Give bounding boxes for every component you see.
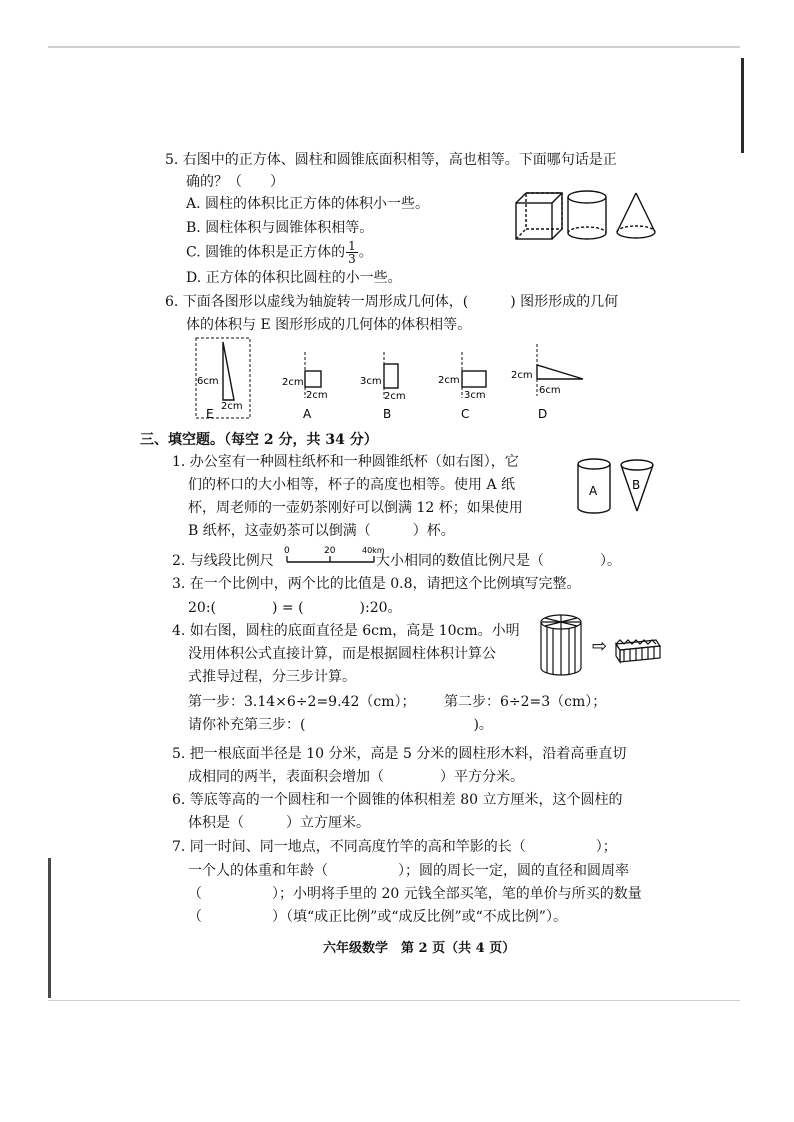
figure-b-bottom-label: 2cm xyxy=(384,391,406,402)
figure-a-label: A xyxy=(303,407,312,421)
cylinder-sectors-figure xyxy=(536,610,666,682)
fraction-one-third xyxy=(346,240,358,265)
figure-a-bottom-label: 2cm xyxy=(306,390,328,401)
f4-step1: 第一步：3.14×6÷2=9.42（cm）； xyxy=(188,694,416,710)
f7-line2: 一个人的体重和年龄（ ）；圆的周长一定，圆的直径和圆周率 xyxy=(188,863,629,879)
figure-b-label: B xyxy=(383,407,392,421)
q5-line1: 5. 右图中的正方体、圆柱和圆锥底面积相等，高也相等。下面哪句话是正 xyxy=(165,152,617,168)
f3-line2: 20:( ) = ( ):20。 xyxy=(188,600,402,616)
figure-e-bottom-label: 2cm xyxy=(221,401,243,412)
line-scale-figure xyxy=(280,543,385,569)
scale-label-20: 20 xyxy=(324,546,336,556)
figure-d-label: D xyxy=(538,407,548,421)
f1-line3: 杯，周老师的一壶奶茶刚好可以倒满 12 杯；如果使用 xyxy=(188,500,523,516)
figure-b xyxy=(360,352,406,421)
figure-e-label: E xyxy=(206,407,214,421)
scan-edge-top xyxy=(48,46,740,48)
f7-line3: （ ）；小明将手里的 20 元钱全部买笔，笔的单价与所买的数量 xyxy=(188,886,642,902)
section-3-heading: 三、填空题。（每空 2 分，共 34 分） xyxy=(140,432,378,448)
scan-edge-left xyxy=(48,858,51,998)
f6-line2: 体积是（ ）立方厘米。 xyxy=(188,815,370,831)
q5-option-c xyxy=(186,240,373,265)
cup-a-label: A xyxy=(589,484,598,498)
f4-line3: 式推导过程，分三步计算。 xyxy=(188,669,356,685)
f7-line1: 7. 同一时间、同一地点，不同高度竹竿的高和竿影的长（ ）； xyxy=(172,839,617,855)
rotation-figures xyxy=(190,332,600,424)
figure-e xyxy=(196,338,250,421)
scan-edge-bottom xyxy=(48,1000,740,1001)
f1-line2: 们的杯口的大小相等，杯子的高度也相等。使用 A 纸 xyxy=(188,477,516,493)
f5-line1: 5. 把一根底面半径是 10 分米，高是 5 分米的圆柱形木料，沿着高垂直切 xyxy=(172,746,627,762)
f4-line2: 没用体积公式直接计算，而是根据圆柱体积计算公 xyxy=(188,646,496,662)
solids-figure xyxy=(510,185,670,243)
cube-figure xyxy=(516,193,562,239)
f2-post: 大小相同的数值比例尺是（ ）。 xyxy=(376,553,621,569)
f7-line4: （ ）（填“成正比例”或“成反比例”或“不成比例”）。 xyxy=(188,909,567,925)
figure-d-bottom-label: 6cm xyxy=(539,385,561,396)
scale-label-0: 0 xyxy=(284,546,290,556)
f2-pre: 2. 与线段比例尺 xyxy=(172,553,274,569)
q5-line2: 确的？（ ） xyxy=(186,174,284,190)
q6-line1: 6. 下面各图形以虚线为轴旋转一周形成几何体，( ) 图形形成的几何 xyxy=(165,294,619,310)
sliced-cylinder xyxy=(541,615,581,675)
figure-e-triangle xyxy=(223,342,234,400)
page-footer: 六年级数学 第 2 页（共 4 页） xyxy=(323,941,516,956)
figure-c-side-label: 2cm xyxy=(438,375,460,386)
figure-b-side-label: 3cm xyxy=(360,376,382,387)
f1-line4: B 纸杯，这壶奶茶可以倒满（ ）杯。 xyxy=(188,523,455,539)
figure-a xyxy=(282,352,328,421)
figure-d xyxy=(511,344,583,421)
f1-line1: 1. 办公室有一种圆柱纸杯和一种圆锥纸杯（如右图），它 xyxy=(172,454,519,470)
f4-step2: 第二步：6÷2=3（cm）； xyxy=(444,694,607,710)
f6-line1: 6. 等底等高的一个圆柱和一个圆锥的体积相差 80 立方厘米，这个圆柱的 xyxy=(172,792,623,808)
figure-c xyxy=(438,352,486,421)
fraction-numerator: 1 xyxy=(348,239,356,253)
q5-option-a: A. 圆柱的体积比正方体的体积小一些。 xyxy=(186,196,430,212)
cone-figure xyxy=(617,193,655,238)
transform-arrow-icon: ⇨ xyxy=(592,636,608,657)
figure-e-side-label: 6cm xyxy=(197,376,219,387)
scan-edge-right xyxy=(741,58,744,153)
figure-a-side-label: 2cm xyxy=(282,377,304,388)
figure-d-side-label: 2cm xyxy=(511,370,533,381)
rearranged-cuboid xyxy=(616,640,660,662)
scale-label-40km: 40km xyxy=(362,546,385,555)
paper-cups-figure xyxy=(572,455,660,519)
q5-option-c-end: 。 xyxy=(358,244,373,261)
figure-c-bottom-label: 3cm xyxy=(464,390,486,401)
q5-option-c-text: C. 圆锥的体积是正方体的 xyxy=(186,244,346,261)
f5-line2: 成相同的两半，表面积会增加（ ）平方分米。 xyxy=(188,769,524,785)
cylinder-figure xyxy=(568,191,606,239)
f3-line1: 3. 在一个比例中，两个比的比值是 0.8，请把这个比例填写完整。 xyxy=(172,576,581,592)
f4-line1: 4. 如右图，圆柱的底面直径是 6cm，高是 10cm。小明 xyxy=(172,623,520,639)
q5-option-d: D. 正方体的体积比圆柱的小一些。 xyxy=(186,270,402,286)
q6-line2: 体的体积与 E 图形形成的几何体的体积相等。 xyxy=(186,317,472,333)
f4-step3: 请你补充第三步：( )。 xyxy=(188,717,493,733)
fraction-denominator: 3 xyxy=(348,252,356,266)
cup-b-label: B xyxy=(632,478,641,492)
figure-c-label: C xyxy=(461,407,470,421)
q5-option-b: B. 圆柱体积与圆锥体积相等。 xyxy=(186,220,374,236)
